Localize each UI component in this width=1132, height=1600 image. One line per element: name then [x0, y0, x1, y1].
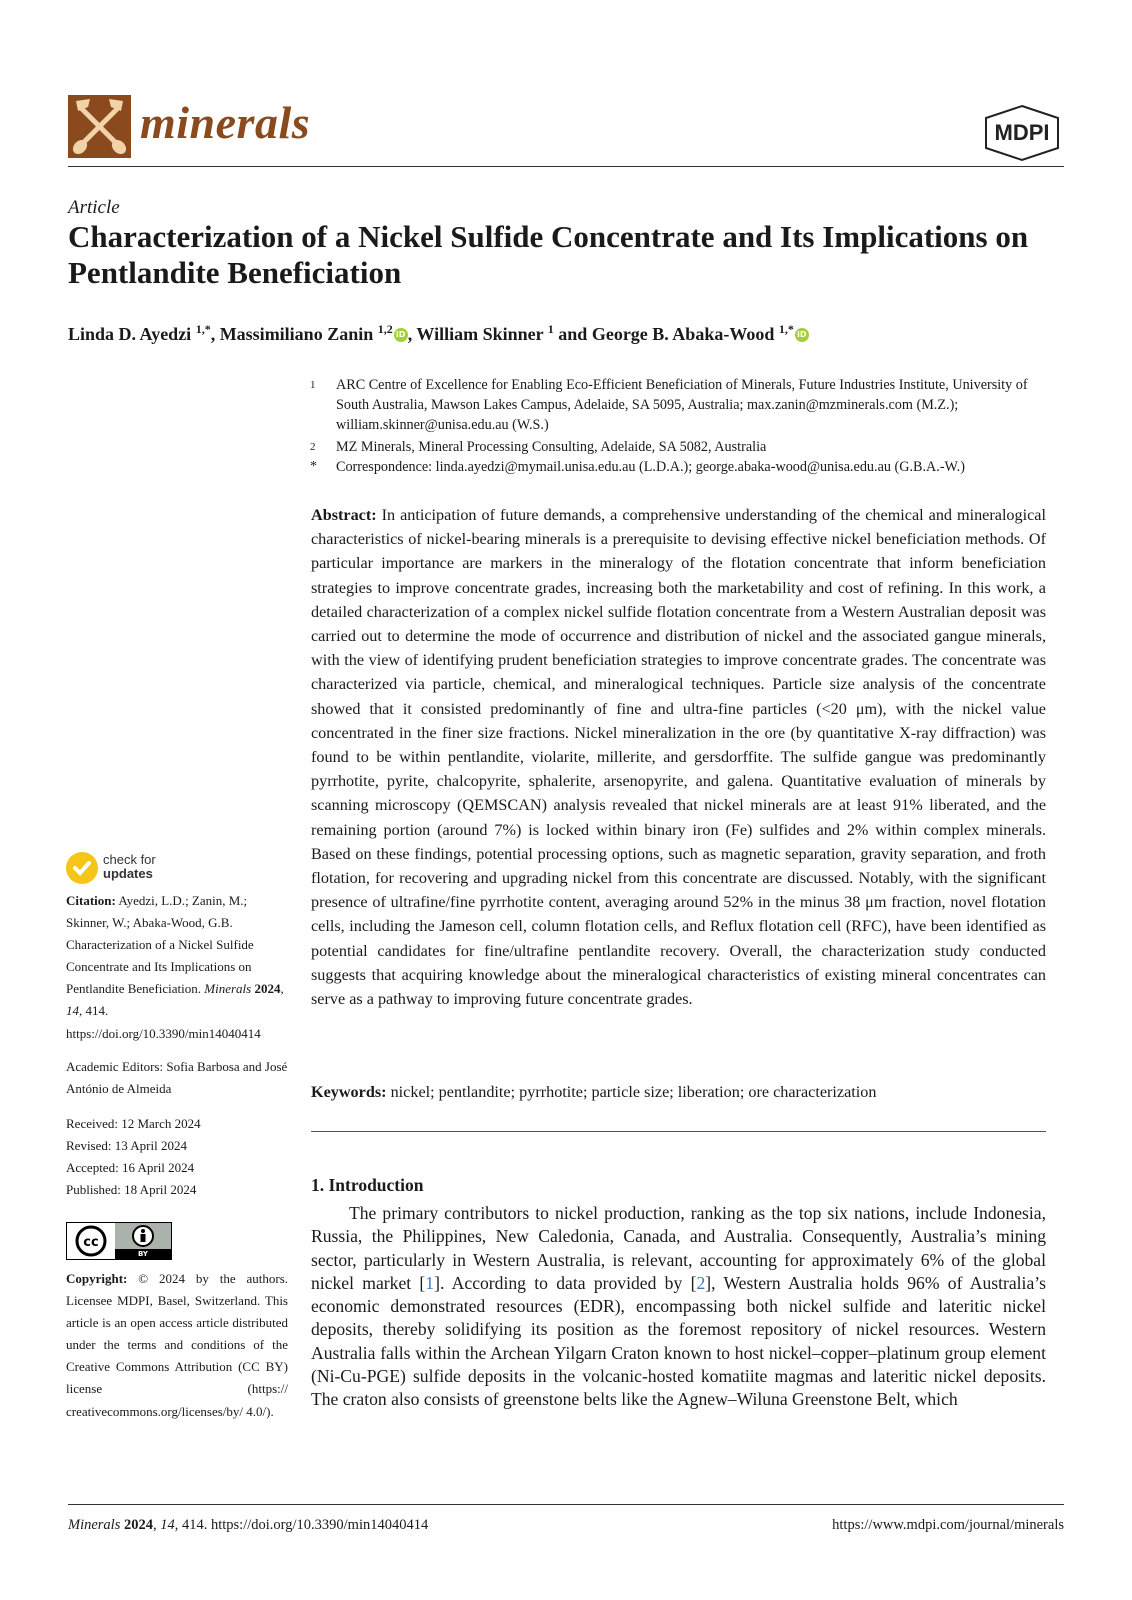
- footer-doi-link[interactable]: , 414. https://doi.org/10.3390/min14040414: [174, 1517, 429, 1533]
- mdpi-logo-icon: [982, 104, 1062, 162]
- affiliation-mark: 1: [310, 379, 316, 391]
- article-type: Article: [68, 197, 120, 218]
- publication-dates: [66, 1113, 288, 1201]
- abstract: [311, 503, 1046, 1011]
- copyright-text: © 2024 by the authors. Licensee MDPI, Basel, Switzerland. This article is an open access article distributed under the terms and conditions of the Creative Commons Attribution (CC BY) license (https:// creativecommons.org/licenses/by/ 4.0/).: [66, 1271, 289, 1419]
- author-name: Linda D. Ayedzi: [68, 324, 192, 344]
- affiliation-text: ARC Centre of Excellence for Enabling Eco-Efficient Beneficiation of Minerals, Future Industries Institute, University of South Australia, Mawson Lakes Campus, Adelaide, SA 5095, Australia; max.zanin@mzminerals.com (M.Z.); william.skinner@unisa.edu.au (W.S.): [336, 377, 1028, 433]
- author-affiliation-mark: 1,2: [377, 322, 393, 336]
- intro-text: ], Western Australia holds 96% of Australia’s economic demonstrated resources (EDR), encompassing both nickel sulfide and lateritic nickel deposits, thereby solidifying its position as the foremost repository of nickel resources. Western Australia falls within the Archean Yilgarn Craton known to host nickel–copper–platinum group element (Ni-Cu-PGE) sulfide deposits in the volcanic-hosted komatiite magmas and lateritic nickel deposits. The craton also consists of greenstone belts like the Agnew–Wiluna Greenstone Belt, which: [311, 1272, 1046, 1410]
- cc-by-license-badge[interactable]: [66, 1222, 172, 1260]
- date-published: Published: 18 April 2024: [66, 1182, 197, 1198]
- date-revised: Revised: 13 April 2024: [66, 1138, 187, 1154]
- journal-name: minerals: [140, 97, 311, 148]
- intro-paragraph: [311, 1202, 1046, 1412]
- copyright-label: Copyright:: [66, 1271, 128, 1286]
- affiliation-text: MZ Minerals, Mineral Processing Consulting, Adelaide, SA 5082, Australia: [336, 439, 767, 455]
- footer-year: 2024: [123, 1517, 153, 1533]
- author-affiliation-mark: 1: [547, 322, 554, 336]
- svg-text:cc: cc: [83, 1235, 99, 1250]
- check-updates-label-bold: updates: [103, 866, 153, 881]
- citation-journal: Minerals: [204, 981, 252, 997]
- keywords: [311, 1080, 1051, 1104]
- affiliation-text: Correspondence: linda.ayedzi@mymail.unisa.edu.au (L.D.A.); george.abaka-wood@unisa.edu.au (G.B.A.-W.): [336, 459, 965, 475]
- citation-year: 2024: [254, 981, 281, 997]
- cc-icon: [67, 1223, 115, 1259]
- cc-by-label: BY: [115, 1249, 171, 1259]
- citation-label: Citation:: [66, 893, 116, 908]
- orcid-icon[interactable]: iD: [394, 328, 408, 342]
- footer-volume: 14: [160, 1517, 175, 1533]
- intro-text: The primary contributors to nickel production, ranking as the top six nations, include Indonesia, Russia, the Philippines, New Caledonia, Canada, and Australia. Consequently, Australia’s mining sector, particularly in Western Australia, is relevant, accounting for approximately 6% of the global nickel market [: [311, 1203, 1046, 1293]
- author-name: Massimiliano Zanin: [219, 324, 374, 344]
- mdpi-logo-text: MDPI: [994, 120, 1050, 145]
- author-affiliation-mark: 1,*: [778, 322, 794, 336]
- citation-text: Ayedzi, L.D.; Zanin, M.; Skinner, W.; Abaka-Wood, G.B. Characterization of a Nickel Sulfide Concentrate and Its Implications on Pentlandite Beneficiation.: [66, 893, 254, 997]
- keywords-label: Keywords:: [311, 1083, 387, 1101]
- footer-journal-url[interactable]: https://www.mdpi.com/journal/minerals: [832, 1517, 1064, 1533]
- abstract-label: Abstract:: [311, 506, 377, 524]
- affiliation-mark: 2: [310, 441, 316, 453]
- keywords-text: nickel; pentlandite; pyrrhotite; particle size; liberation; ore characterization: [390, 1083, 877, 1101]
- footer-rule: [68, 1504, 1064, 1505]
- author-separator: ,: [210, 324, 220, 344]
- section-heading: 1. Introduction: [311, 1175, 424, 1195]
- affiliation-mark: *: [310, 459, 317, 474]
- header-rule: [68, 166, 1064, 167]
- citation-doi[interactable]: , 414. https://doi.org/10.3390/min14040414: [66, 1003, 261, 1041]
- author-separator: ,: [407, 324, 417, 344]
- citation-volume: 14: [66, 1003, 79, 1019]
- check-updates-icon: [66, 852, 98, 884]
- check-for-updates-button[interactable]: [66, 850, 186, 886]
- citation-link[interactable]: 1: [425, 1272, 435, 1293]
- author-name: William Skinner: [416, 324, 544, 344]
- copyright-notice: [66, 1268, 288, 1423]
- citation-block: Citation: Ayedzi, L.D.; Zanin, M.; Skinner, W.; Abaka-Wood, G.B. Characterization of a Nickel Sulfide Concentrate and Its Implications on Pentlandite Beneficiation. Minerals 2024, 14, 414. https://doi.org/10.3390/min14040414: [66, 893, 284, 1041]
- article-title: Characterization of a Nickel Sulfide Concentrate and Its Implications on Pentlandite Beneficiation: [68, 219, 1029, 290]
- author-list: [68, 317, 809, 346]
- journal-logo-icon: [68, 95, 131, 158]
- footer-journal: Minerals: [68, 1517, 121, 1533]
- orcid-icon[interactable]: iD: [795, 328, 809, 342]
- footer-citation: Minerals 2024, 14, 414. https://doi.org/10.3390/min14040414: [68, 1517, 429, 1533]
- check-updates-label: check for: [103, 852, 156, 867]
- author-separator: and: [553, 324, 592, 344]
- abstract-text: In anticipation of future demands, a comprehensive understanding of the chemical and mineralogical characteristics of nickel-bearing minerals is a prerequisite to devising effective nickel beneficiation methods. Of particular importance are markers in the mineralogy of the flotation concentrate that inform beneficiation strategies to improve concentrate grades, increasing both the marketability and cost of refining. In this work, a detailed characterization of a complex nickel sulfide flotation concentrate from a Western Australian deposit was carried out to determine the mode of occurrence and distribution of nickel and the associated gangue minerals, with the view of identifying prudent beneficiation strategies to improve concentrate grades. The concentrate was characterized via particle, chemical, and mineralogical techniques. Particle size analysis of the concentrate showed that it consisted predominantly of fine and ultra-fine particles (<20 μm), with the nickel value concentrated in the finer size fractions. Nickel mineralization in the ore (by quantitative X-ray diffraction) was found to be within pentlandite, violarite, millerite, and gersdorffite. The sulfide gangue was predominantly pyrrhotite, pyrite, chalcopyrite, sphalerite, arsenopyrite, and galena. Quantitative evaluation of minerals by scanning microscopy (QEMSCAN) analysis revealed that nickel minerals are at least 91% liberated, and the remaining portion (around 7%) is locked within binary iron (Fe) sulfides and 2% within complex minerals. Based on these findings, potential processing options, such as magnetic separation, gravity separation, and froth flotation, for recovering and upgrading nickel from this concentrate are discussed. Notably, with the significant presence of ultrafine/fine pyrrhotite content, averaging around 52% in the minus 38 μm fraction, novel flotation cells, including the Jameson cell, column flotation cells, and Reflux flotation cell (RFC), have been identified as potential candidates for fine/ultrafine pentlandite recovery. Overall, the characterization study conducted suggests that acquiring knowledge about the mineralogical characteristics of existing mineral concentrates can serve as a pathway to improving future concentrate grades.: [311, 506, 1046, 1009]
- date-received: Received: 12 March 2024: [66, 1116, 201, 1131]
- intro-text: ]. According to data provided by [: [434, 1272, 697, 1293]
- citation-link[interactable]: 2: [696, 1272, 706, 1293]
- academic-editors: Academic Editors: Sofia Barbosa and José António de Almeida: [66, 1059, 288, 1097]
- section-divider: [311, 1131, 1046, 1132]
- date-accepted: Accepted: 16 April 2024: [66, 1160, 195, 1176]
- author-name: George B. Abaka-Wood: [591, 324, 775, 344]
- author-affiliation-mark: 1,*: [195, 322, 211, 336]
